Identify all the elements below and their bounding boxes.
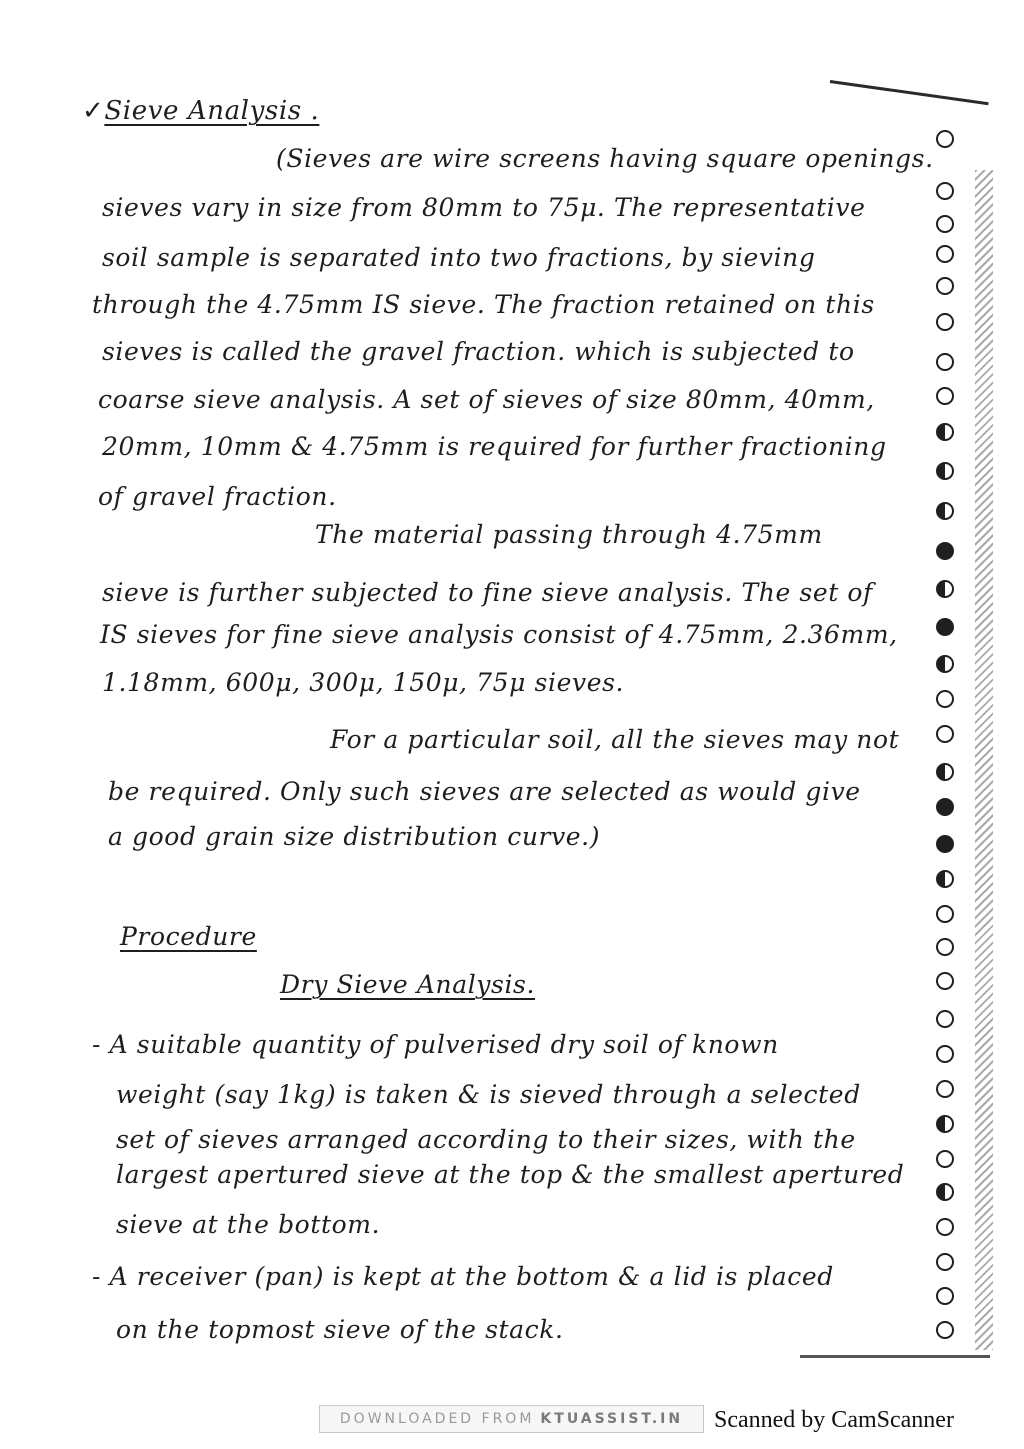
subheading-dry-sieve: Dry Sieve Analysis. xyxy=(280,970,536,999)
spiral-hole xyxy=(936,835,954,853)
spiral-hole xyxy=(936,1010,954,1028)
text-line: sieves is called the gravel fraction. which is subjected to xyxy=(102,337,855,366)
text-line: - A suitable quantity of pulverised dry soil of known xyxy=(92,1030,779,1059)
spiral-hole xyxy=(936,313,954,331)
spiral-hole xyxy=(936,542,954,560)
spiral-hole xyxy=(936,462,954,480)
spiral-hole xyxy=(936,618,954,636)
spiral-hole xyxy=(936,1321,954,1339)
text-line: on the topmost sieve of the stack. xyxy=(116,1315,564,1344)
text-line: The material passing through 4.75mm xyxy=(315,520,823,549)
spiral-hole xyxy=(936,655,954,673)
text-line: 1.18mm, 600μ, 300μ, 150μ, 75μ sieves. xyxy=(102,668,625,697)
spiral-holes xyxy=(936,125,976,1345)
download-site: KTUASSIST.IN xyxy=(540,1411,684,1427)
download-prefix: DOWNLOADED FROM xyxy=(339,1411,535,1427)
spiral-hole xyxy=(936,905,954,923)
text-line: soil sample is separated into two fractions, by sieving xyxy=(102,243,816,272)
text-line: sieves vary in size from 80mm to 75μ. The representative xyxy=(102,193,866,222)
procedure-heading: Procedure xyxy=(120,922,257,951)
text-line: set of sieves arranged according to their sizes, with the xyxy=(116,1125,856,1154)
text-line: weight (say 1kg) is taken & is sieved through a selected xyxy=(116,1080,861,1109)
spiral-hole xyxy=(936,580,954,598)
spiral-hole xyxy=(936,870,954,888)
sheet-bottom-edge xyxy=(800,1355,990,1358)
spiral-hole xyxy=(936,1253,954,1271)
spiral-binding xyxy=(975,170,993,1350)
spiral-hole xyxy=(936,502,954,520)
text-line: - A receiver (pan) is kept at the bottom & a lid is placed xyxy=(92,1262,834,1291)
text-line: sieve at the bottom. xyxy=(116,1210,381,1239)
text-line: (Sieves are wire screens having square openings. xyxy=(276,144,934,173)
spiral-hole xyxy=(936,798,954,816)
spiral-hole xyxy=(936,1115,954,1133)
spiral-hole xyxy=(936,1045,954,1063)
text-line: be required. Only such sieves are selected as would give xyxy=(108,777,861,806)
spiral-hole xyxy=(936,972,954,990)
spiral-hole xyxy=(936,353,954,371)
spiral-hole xyxy=(936,215,954,233)
spiral-hole xyxy=(936,1218,954,1236)
spiral-hole xyxy=(936,1287,954,1305)
text-line: through the 4.75mm IS sieve. The fraction retained on this xyxy=(92,290,875,319)
text-line: 20mm, 10mm & 4.75mm is required for further fractioning xyxy=(102,432,887,461)
camscanner-credit: Scanned by CamScanner xyxy=(714,1407,954,1433)
spiral-hole xyxy=(936,182,954,200)
text-line: IS sieves for fine sieve analysis consist of 4.75mm, 2.36mm, xyxy=(100,620,898,649)
text-line: of gravel fraction. xyxy=(98,482,337,511)
spiral-hole xyxy=(936,1150,954,1168)
spiral-hole xyxy=(936,277,954,295)
spiral-hole xyxy=(936,387,954,405)
spiral-hole xyxy=(936,1080,954,1098)
page-title: Sieve Analysis . xyxy=(104,96,320,126)
checkmark-icon: ✓ xyxy=(82,96,105,126)
text-line: sieve is further subjected to fine sieve analysis. The set of xyxy=(102,578,873,607)
spiral-hole xyxy=(936,1183,954,1201)
spiral-hole xyxy=(936,690,954,708)
download-watermark xyxy=(319,1405,704,1433)
spiral-hole xyxy=(936,245,954,263)
text-line: a good grain size distribution curve.) xyxy=(108,822,601,851)
text-line: For a particular soil, all the sieves may not xyxy=(330,725,900,754)
spiral-hole xyxy=(936,130,954,148)
heading-sieve-analysis xyxy=(82,96,319,126)
spiral-hole xyxy=(936,725,954,743)
spiral-hole xyxy=(936,423,954,441)
spiral-hole xyxy=(936,938,954,956)
spiral-hole xyxy=(936,763,954,781)
text-line: coarse sieve analysis. A set of sieves of size 80mm, 40mm, xyxy=(98,385,875,414)
text-line: largest apertured sieve at the top & the smallest apertured xyxy=(116,1160,905,1189)
